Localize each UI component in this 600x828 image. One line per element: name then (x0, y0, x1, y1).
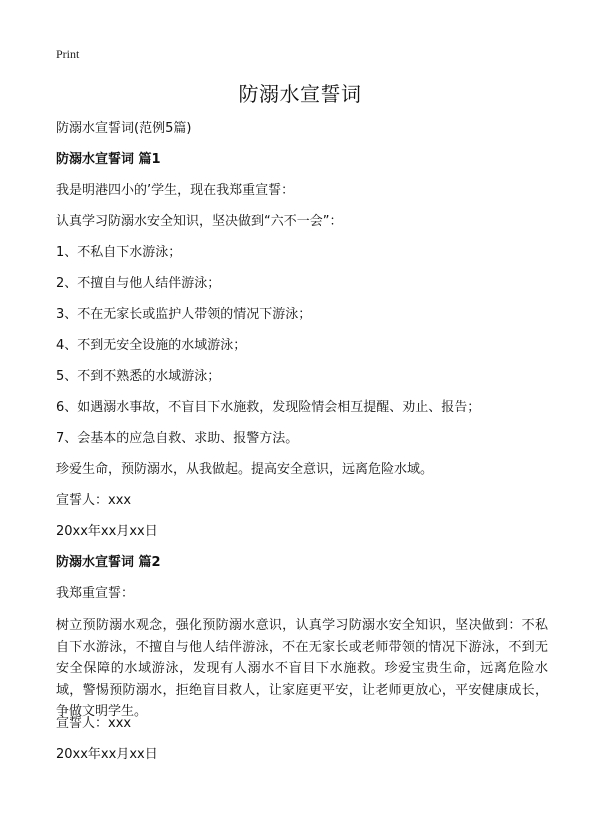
closing-line: 珍爱生命，预防溺水，从我做起。提高安全意识，远离危险水域。 (56, 462, 434, 477)
date-line: 20xx年xx月xx日 (56, 747, 158, 762)
section-heading-2: 防溺水宣誓词 篇2 (56, 555, 161, 570)
document-content (56, 118, 548, 766)
rule-item: 1、不私自下水游泳； (56, 245, 182, 260)
oath-intro: 我郑重宣誓： (56, 586, 135, 601)
rule-item: 3、不在无家长或监护人带领的情况下游泳； (56, 307, 312, 322)
rule-item: 6、如遇溺水事故，不盲目下水施救，发现险情会相互提醒、劝止、报告； (56, 400, 481, 415)
rule-item: 4、不到无安全设施的水域游泳； (56, 338, 247, 353)
oath-body-paragraph: 树立预防溺水观念，强化预防溺水意识，认真学习防溺水安全知识，坚决做到：不私自下水游泳，不擅自与他人结伴游泳，不在无家长或老师带领的情况下游泳，不到无安全保障的水域游泳，发现有人溺水不盲目下水施救。珍爱宝贵生命，远离危险水域，警惕预防溺水，拒绝盲目救人，让家庭更平安，让老师更放心，平安健康成长，争做文明学生。 (56, 618, 548, 719)
signer-line: 宣誓人：xxx (56, 716, 132, 731)
section-heading-1: 防溺水宣誓词 篇1 (56, 152, 161, 167)
signer-line: 宣誓人：xxx (56, 493, 132, 508)
date-line: 20xx年xx月xx日 (56, 524, 158, 539)
oath-line: 我是明港四小的’学生，现在我郑重宣誓： (56, 183, 295, 198)
page-title: 防溺水宣誓词 (238, 82, 362, 106)
document-subtitle: 防溺水宣誓词(范例5篇) (56, 121, 192, 136)
rule-item: 2、不擅自与他人结伴游泳； (56, 276, 221, 291)
print-label: Print (56, 47, 80, 61)
rule-item: 5、不到不熟悉的水域游泳； (56, 369, 221, 384)
rule-item: 7、会基本的应急自救、求助、报警方法。 (56, 431, 299, 446)
oath-line: 认真学习防溺水安全知识，坚决做到“六不一会”： (56, 214, 343, 229)
